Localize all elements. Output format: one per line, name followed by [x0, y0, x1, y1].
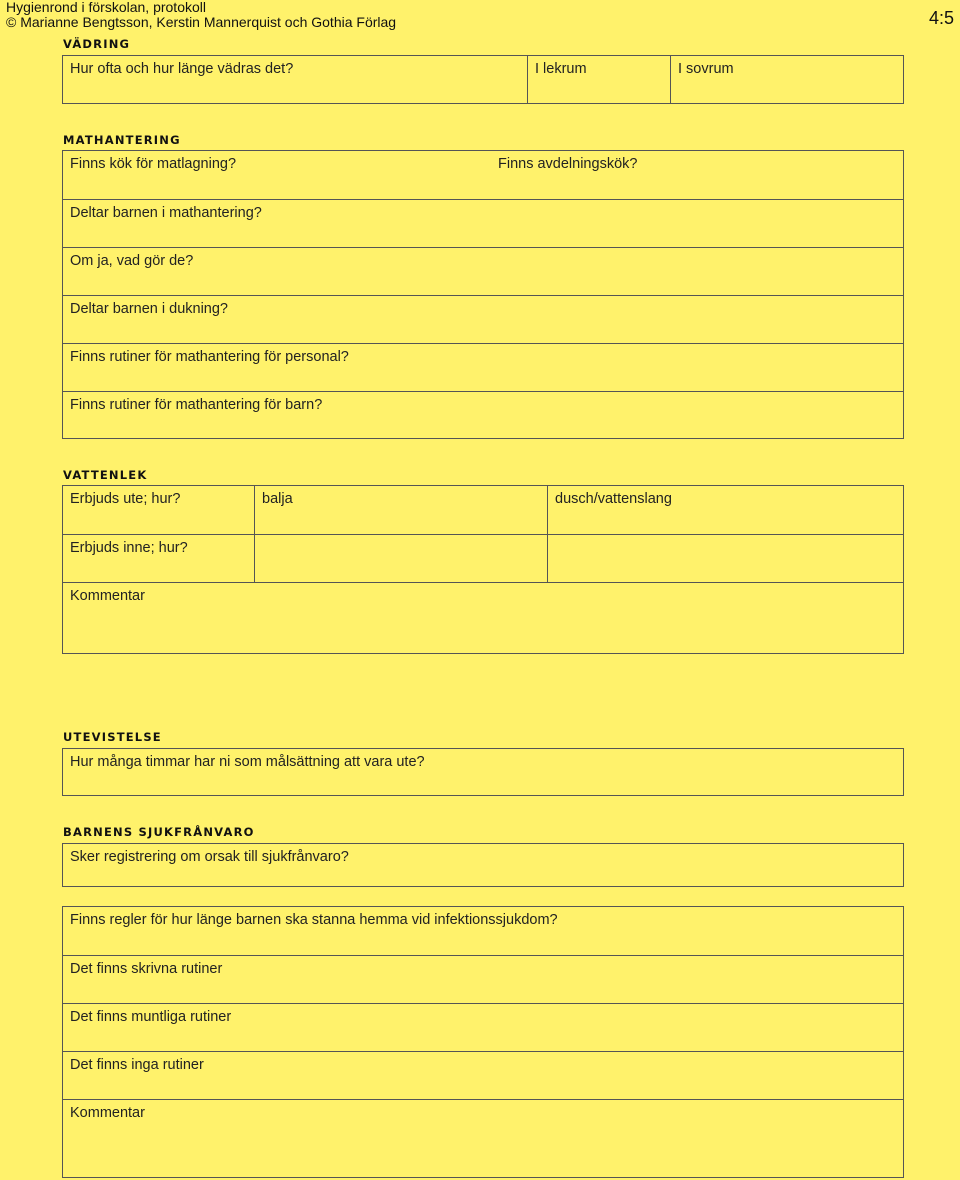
vattenlek-ute-row	[63, 486, 903, 534]
mathantering-row[interactable]	[63, 199, 903, 247]
document-header	[6, 0, 396, 30]
kok-label: Finns kök för matlagning?	[70, 156, 237, 172]
mathantering-row-label: Finns rutiner för mathantering för personal?	[70, 349, 349, 365]
ute-cell[interactable]	[63, 486, 254, 534]
inne-label: Erbjuds inne; hur?	[70, 540, 188, 556]
mathantering-table	[62, 150, 904, 439]
sjukfranvaro-registrering-label: Sker registrering om orsak till sjukfrånvaro?	[70, 849, 349, 865]
sjukfranvaro-regler-table	[62, 906, 904, 1178]
sjukfranvaro-kommentar-label: Kommentar	[70, 1105, 145, 1121]
document-title: Hygienrond i förskolan, protokoll	[6, 0, 206, 15]
vadring-row	[63, 56, 903, 103]
mathantering-kok-row	[63, 151, 903, 199]
vattenlek-kommentar-label: Kommentar	[70, 588, 145, 604]
mathantering-row[interactable]	[63, 391, 903, 438]
balja-label: balja	[262, 491, 293, 507]
inne-cell[interactable]	[63, 535, 254, 582]
utevistelse-field[interactable]	[62, 748, 904, 796]
mathantering-row-label: Deltar barnen i dukning?	[70, 301, 228, 317]
kok-cell[interactable]	[63, 151, 491, 199]
vadring-sovrum-label: I sovrum	[678, 61, 734, 77]
vadring-sovrum-cell[interactable]	[670, 56, 903, 103]
section-heading-vadring: VÄDRING	[63, 37, 131, 51]
section-heading-vattenlek: VATTENLEK	[63, 468, 148, 482]
vadring-lekrum-label: I lekrum	[535, 61, 587, 77]
section-heading-sjukfranvaro: BARNENS SJUKFRÅNVARO	[63, 825, 255, 839]
rutiner-option-label: Det finns skrivna rutiner	[70, 961, 223, 977]
mathantering-row[interactable]	[63, 295, 903, 343]
avdelningskok-label: Finns avdelningskök?	[498, 156, 638, 172]
rutiner-option-row[interactable]	[63, 955, 903, 1003]
section-heading-utevistelse: UTEVISTELSE	[63, 730, 162, 744]
vadring-table	[62, 55, 904, 104]
utevistelse-question-label: Hur många timmar har ni som målsättning att vara ute?	[70, 754, 425, 770]
mathantering-row-label: Finns rutiner för mathantering för barn?	[70, 397, 323, 413]
section-heading-mathantering: MATHANTERING	[63, 133, 181, 147]
mathantering-row-label: Om ja, vad gör de?	[70, 253, 194, 269]
inne-dusch-cell[interactable]	[547, 535, 903, 582]
sjukfranvaro-registrering-field[interactable]	[62, 843, 904, 887]
regler-row[interactable]	[63, 907, 903, 955]
mathantering-row[interactable]	[63, 343, 903, 391]
mathantering-row-label: Deltar barnen i mathantering?	[70, 205, 262, 221]
rutiner-option-row[interactable]	[63, 1051, 903, 1099]
ute-label: Erbjuds ute; hur?	[70, 491, 181, 507]
inne-balja-cell[interactable]	[254, 535, 547, 582]
vadring-question-cell[interactable]	[63, 56, 527, 103]
vattenlek-table	[62, 485, 904, 654]
mathantering-row[interactable]	[63, 247, 903, 295]
rutiner-option-row[interactable]	[63, 1003, 903, 1051]
copyright-line: © Marianne Bengtsson, Kerstin Mannerquist och Gothia Förlag	[6, 14, 397, 30]
balja-cell[interactable]	[254, 486, 547, 534]
vattenlek-inne-row	[63, 534, 903, 582]
vattenlek-kommentar-row[interactable]	[63, 582, 903, 653]
sjukfranvaro-kommentar-row[interactable]	[63, 1099, 903, 1177]
dusch-cell[interactable]	[547, 486, 903, 534]
vadring-question-label: Hur ofta och hur länge vädras det?	[70, 61, 294, 77]
page-number: 4:5	[928, 8, 954, 28]
vadring-lekrum-cell[interactable]	[527, 56, 670, 103]
dusch-label: dusch/vattenslang	[555, 491, 672, 507]
regler-label: Finns regler för hur länge barnen ska stanna hemma vid infektionssjukdom?	[70, 912, 558, 928]
rutiner-option-label: Det finns inga rutiner	[70, 1057, 204, 1073]
rutiner-option-label: Det finns muntliga rutiner	[70, 1009, 232, 1025]
avdelningskok-cell[interactable]	[491, 151, 903, 199]
